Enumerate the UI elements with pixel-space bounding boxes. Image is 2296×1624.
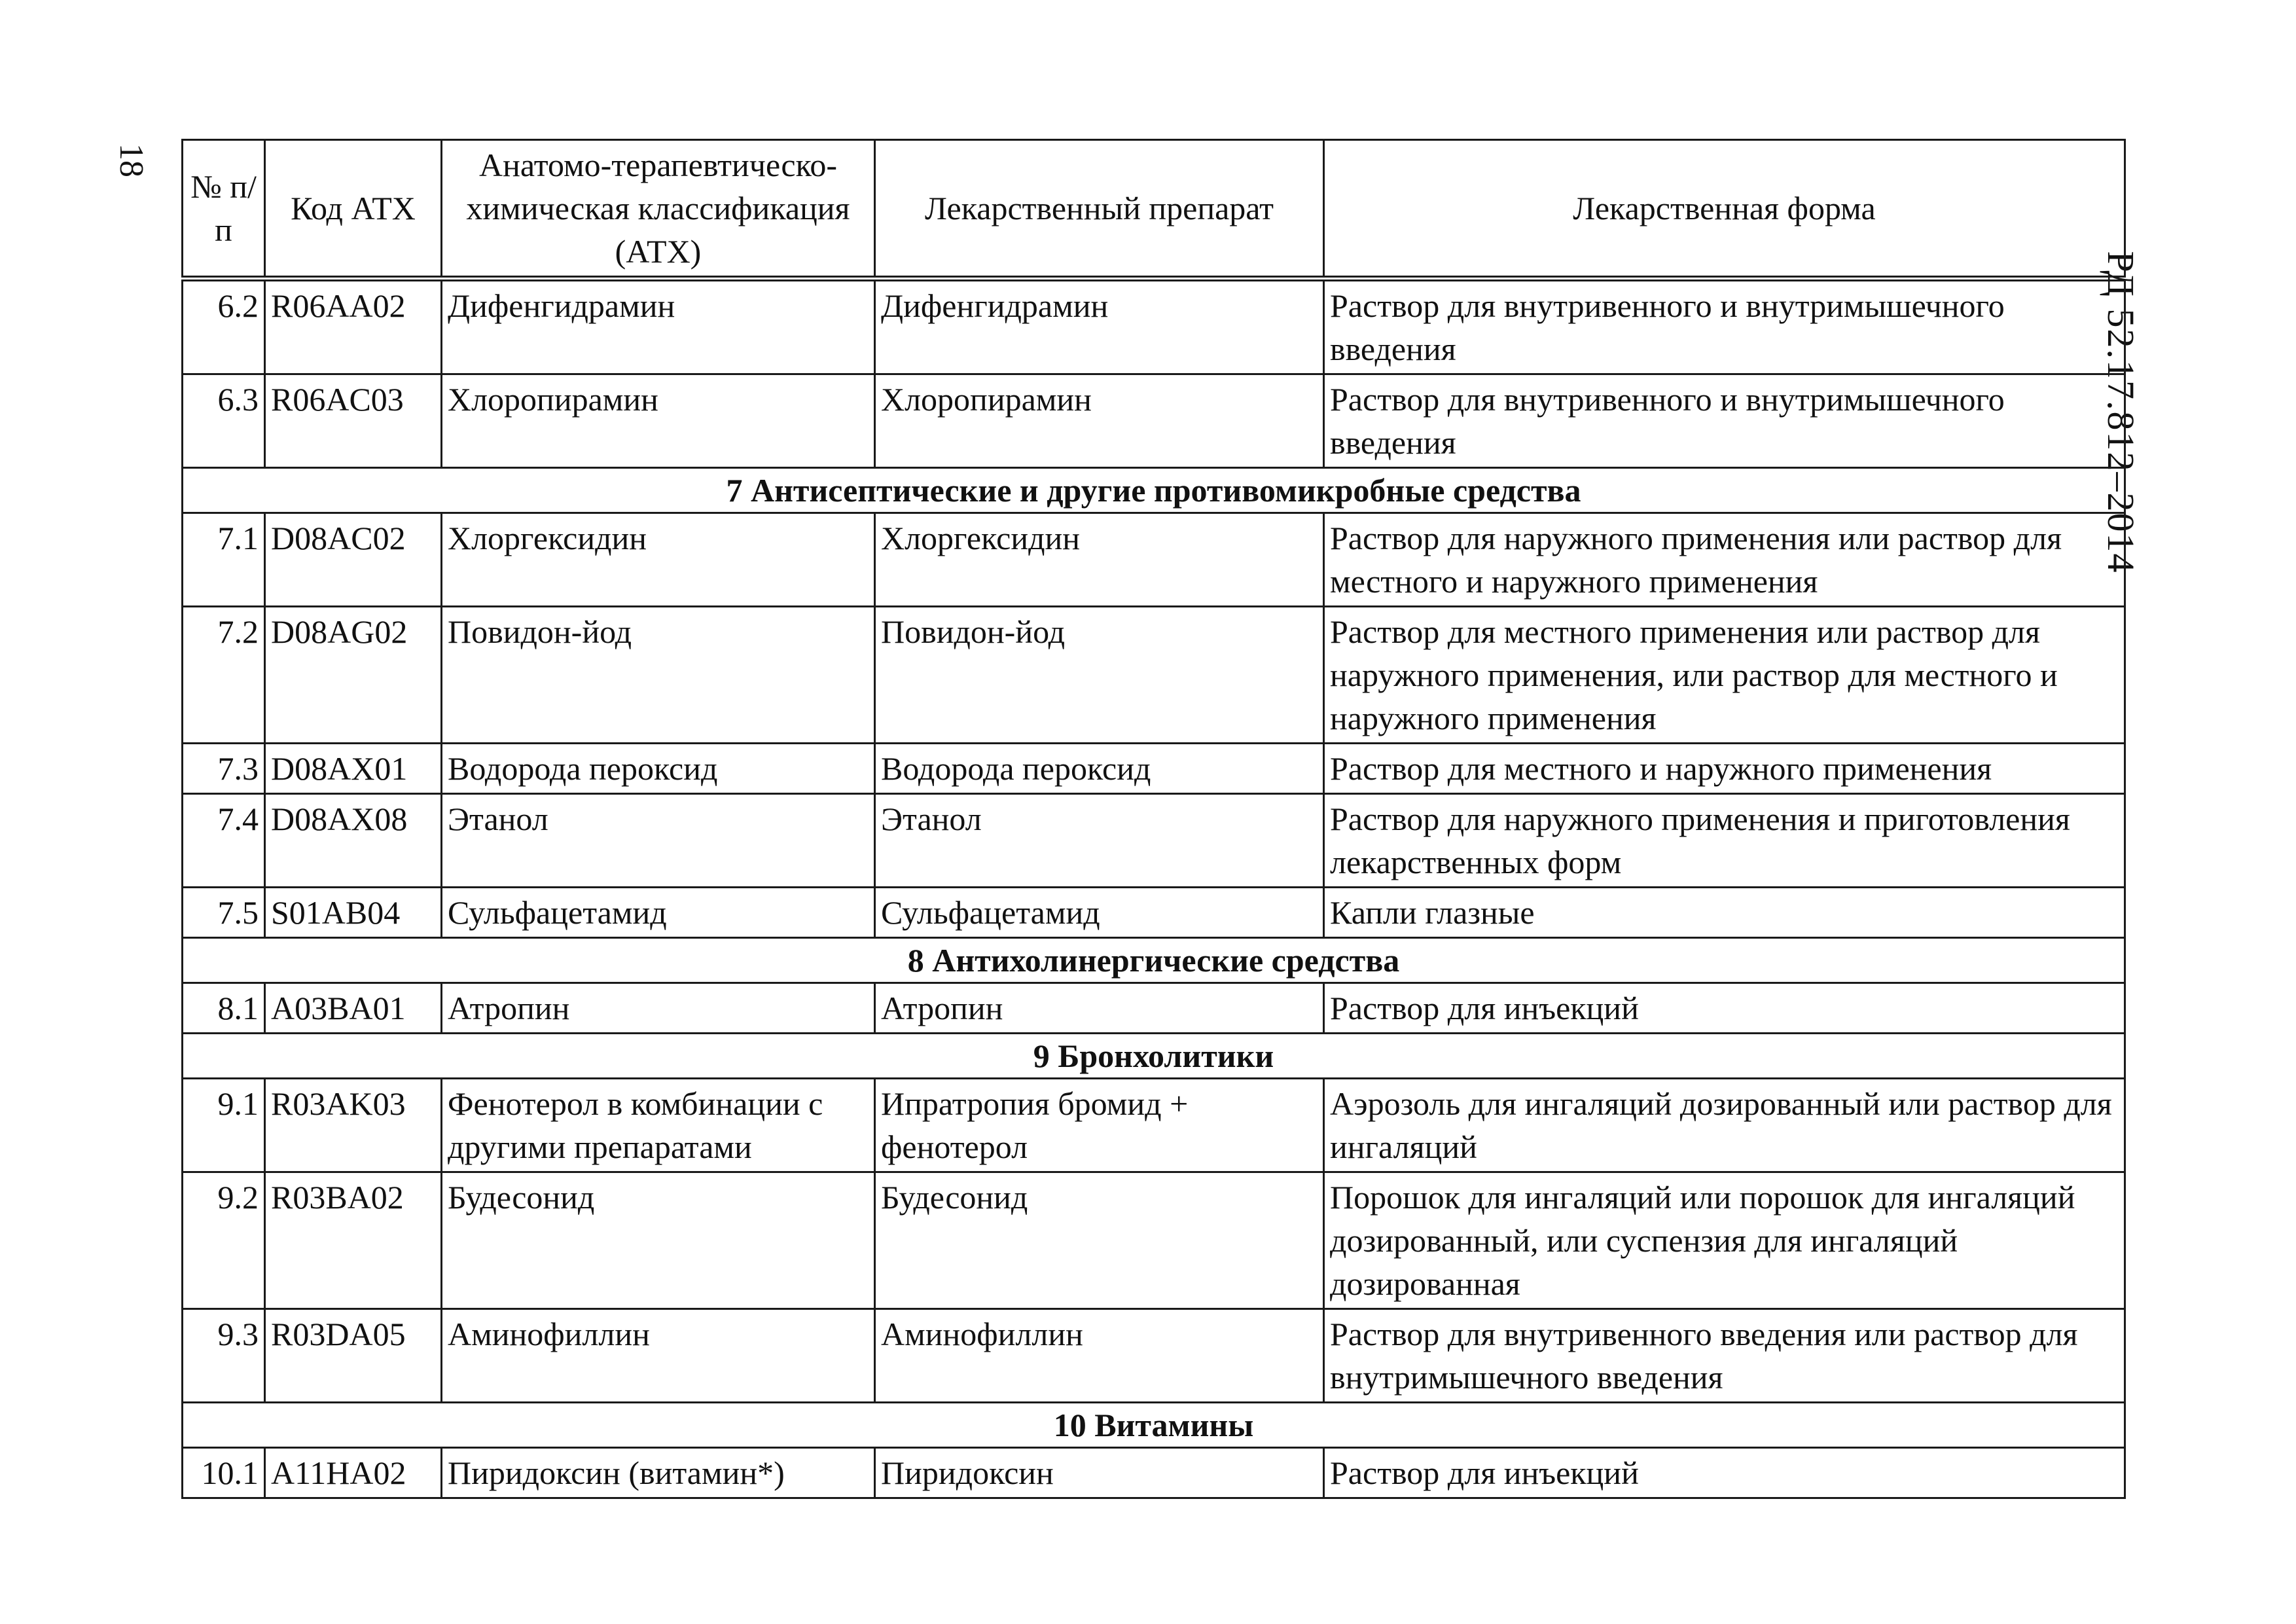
table-body xyxy=(183,279,2125,1498)
cell-number: 7.2 xyxy=(183,607,265,744)
cell-drug: Аминофиллин xyxy=(875,1309,1324,1403)
cell-dosage-form: Раствор для инъекций xyxy=(1324,983,2125,1034)
cell-drug: Ипратропия бромид + фенотерол xyxy=(875,1079,1324,1172)
table-row xyxy=(183,744,2125,794)
table-row xyxy=(183,888,2125,938)
cell-drug: Сульфацетамид xyxy=(875,888,1324,938)
table-row xyxy=(183,1309,2125,1403)
cell-dosage-form: Раствор для внутривенного и внутримышечного введения xyxy=(1324,374,2125,468)
cell-drug: Пиридоксин xyxy=(875,1448,1324,1498)
cell-dosage-form: Раствор для инъекций xyxy=(1324,1448,2125,1498)
cell-dosage-form: Капли глазные xyxy=(1324,888,2125,938)
cell-drug: Повидон-йод xyxy=(875,607,1324,744)
table-row xyxy=(183,374,2125,468)
cell-atc-classification: Водорода пероксид xyxy=(442,744,875,794)
cell-atc-code: R06AA02 xyxy=(265,279,442,374)
cell-number: 8.1 xyxy=(183,983,265,1034)
cell-dosage-form: Раствор для местного и наружного применения xyxy=(1324,744,2125,794)
cell-number: 9.2 xyxy=(183,1172,265,1309)
cell-number: 7.4 xyxy=(183,794,265,888)
section-row xyxy=(183,938,2125,983)
cell-number: 10.1 xyxy=(183,1448,265,1498)
cell-atc-code: A03BA01 xyxy=(265,983,442,1034)
cell-number: 7.3 xyxy=(183,744,265,794)
cell-atc-classification: Фенотерол в комбинации с другими препаратами xyxy=(442,1079,875,1172)
table-row xyxy=(183,513,2125,607)
table-row xyxy=(183,279,2125,374)
cell-atc-classification: Хлоропирамин xyxy=(442,374,875,468)
table-header-row xyxy=(183,140,2125,279)
cell-drug: Атропин xyxy=(875,983,1324,1034)
table-row xyxy=(183,794,2125,888)
cell-dosage-form: Раствор для наружного применения или раствор для местного и наружного применения xyxy=(1324,513,2125,607)
section-row xyxy=(183,1403,2125,1448)
cell-dosage-form: Порошок для ингаляций или порошок для ингаляций дозированный, или суспензия для ингаляций дозированная xyxy=(1324,1172,2125,1309)
cell-atc-code: R03BA02 xyxy=(265,1172,442,1309)
drug-table xyxy=(181,139,2126,1499)
section-title: 10 Витамины xyxy=(183,1403,2125,1448)
header-dosage-form: Лекарственная форма xyxy=(1324,140,2125,279)
cell-atc-classification: Будесонид xyxy=(442,1172,875,1309)
cell-dosage-form: Аэрозоль для ингаляций дозированный или раствор для ингаляций xyxy=(1324,1079,2125,1172)
cell-drug: Хлоргексидин xyxy=(875,513,1324,607)
cell-dosage-form: Раствор для местного применения или раствор для наружного применения, или раствор для местного и наружного применения xyxy=(1324,607,2125,744)
cell-dosage-form: Раствор для внутривенного и внутримышечного введения xyxy=(1324,279,2125,374)
cell-number: 7.5 xyxy=(183,888,265,938)
cell-atc-classification: Атропин xyxy=(442,983,875,1034)
cell-drug: Водорода пероксид xyxy=(875,744,1324,794)
cell-atc-classification: Хлоргексидин xyxy=(442,513,875,607)
cell-atc-code: D08AG02 xyxy=(265,607,442,744)
section-title: 8 Антихолинергические средства xyxy=(183,938,2125,983)
cell-dosage-form: Раствор для наружного применения и приготовления лекарственных форм xyxy=(1324,794,2125,888)
cell-atc-classification: Дифенгидрамин xyxy=(442,279,875,374)
table-row xyxy=(183,1079,2125,1172)
document-code: РД 52.17.812–2014 xyxy=(2100,251,2142,574)
cell-number: 9.3 xyxy=(183,1309,265,1403)
header-drug: Лекарственный препарат xyxy=(875,140,1324,279)
cell-drug: Будесонид xyxy=(875,1172,1324,1309)
cell-atc-classification: Повидон-йод xyxy=(442,607,875,744)
cell-atc-code: A11HA02 xyxy=(265,1448,442,1498)
cell-atc-code: D08AC02 xyxy=(265,513,442,607)
page-number: 18 xyxy=(113,143,150,177)
cell-drug: Этанол xyxy=(875,794,1324,888)
table-row xyxy=(183,607,2125,744)
cell-atc-classification: Этанол xyxy=(442,794,875,888)
cell-atc-code: R06AC03 xyxy=(265,374,442,468)
section-title: 9 Бронхолитики xyxy=(183,1034,2125,1079)
table-row xyxy=(183,983,2125,1034)
header-atc-code: Код АТХ xyxy=(265,140,442,279)
cell-atc-classification: Пиридоксин (витамин*) xyxy=(442,1448,875,1498)
cell-atc-code: R03AK03 xyxy=(265,1079,442,1172)
cell-atc-classification: Сульфацетамид xyxy=(442,888,875,938)
section-row xyxy=(183,1034,2125,1079)
cell-atc-code: D08AX08 xyxy=(265,794,442,888)
cell-number: 6.3 xyxy=(183,374,265,468)
section-row xyxy=(183,468,2125,513)
cell-atc-code: D08AX01 xyxy=(265,744,442,794)
cell-atc-classification: Аминофиллин xyxy=(442,1309,875,1403)
cell-number: 9.1 xyxy=(183,1079,265,1172)
cell-atc-code: S01AB04 xyxy=(265,888,442,938)
table-row xyxy=(183,1172,2125,1309)
header-atc-classification: Анатомо-терапевтическо-химическая классификация (АТХ) xyxy=(442,140,875,279)
cell-drug: Дифенгидрамин xyxy=(875,279,1324,374)
table-row xyxy=(183,1448,2125,1498)
section-title: 7 Антисептические и другие противомикробные средства xyxy=(183,468,2125,513)
cell-dosage-form: Раствор для внутривенного введения или раствор для внутримышечного введения xyxy=(1324,1309,2125,1403)
cell-atc-code: R03DA05 xyxy=(265,1309,442,1403)
cell-number: 7.1 xyxy=(183,513,265,607)
header-number: № п/п xyxy=(183,140,265,279)
cell-drug: Хлоропирамин xyxy=(875,374,1324,468)
cell-number: 6.2 xyxy=(183,279,265,374)
